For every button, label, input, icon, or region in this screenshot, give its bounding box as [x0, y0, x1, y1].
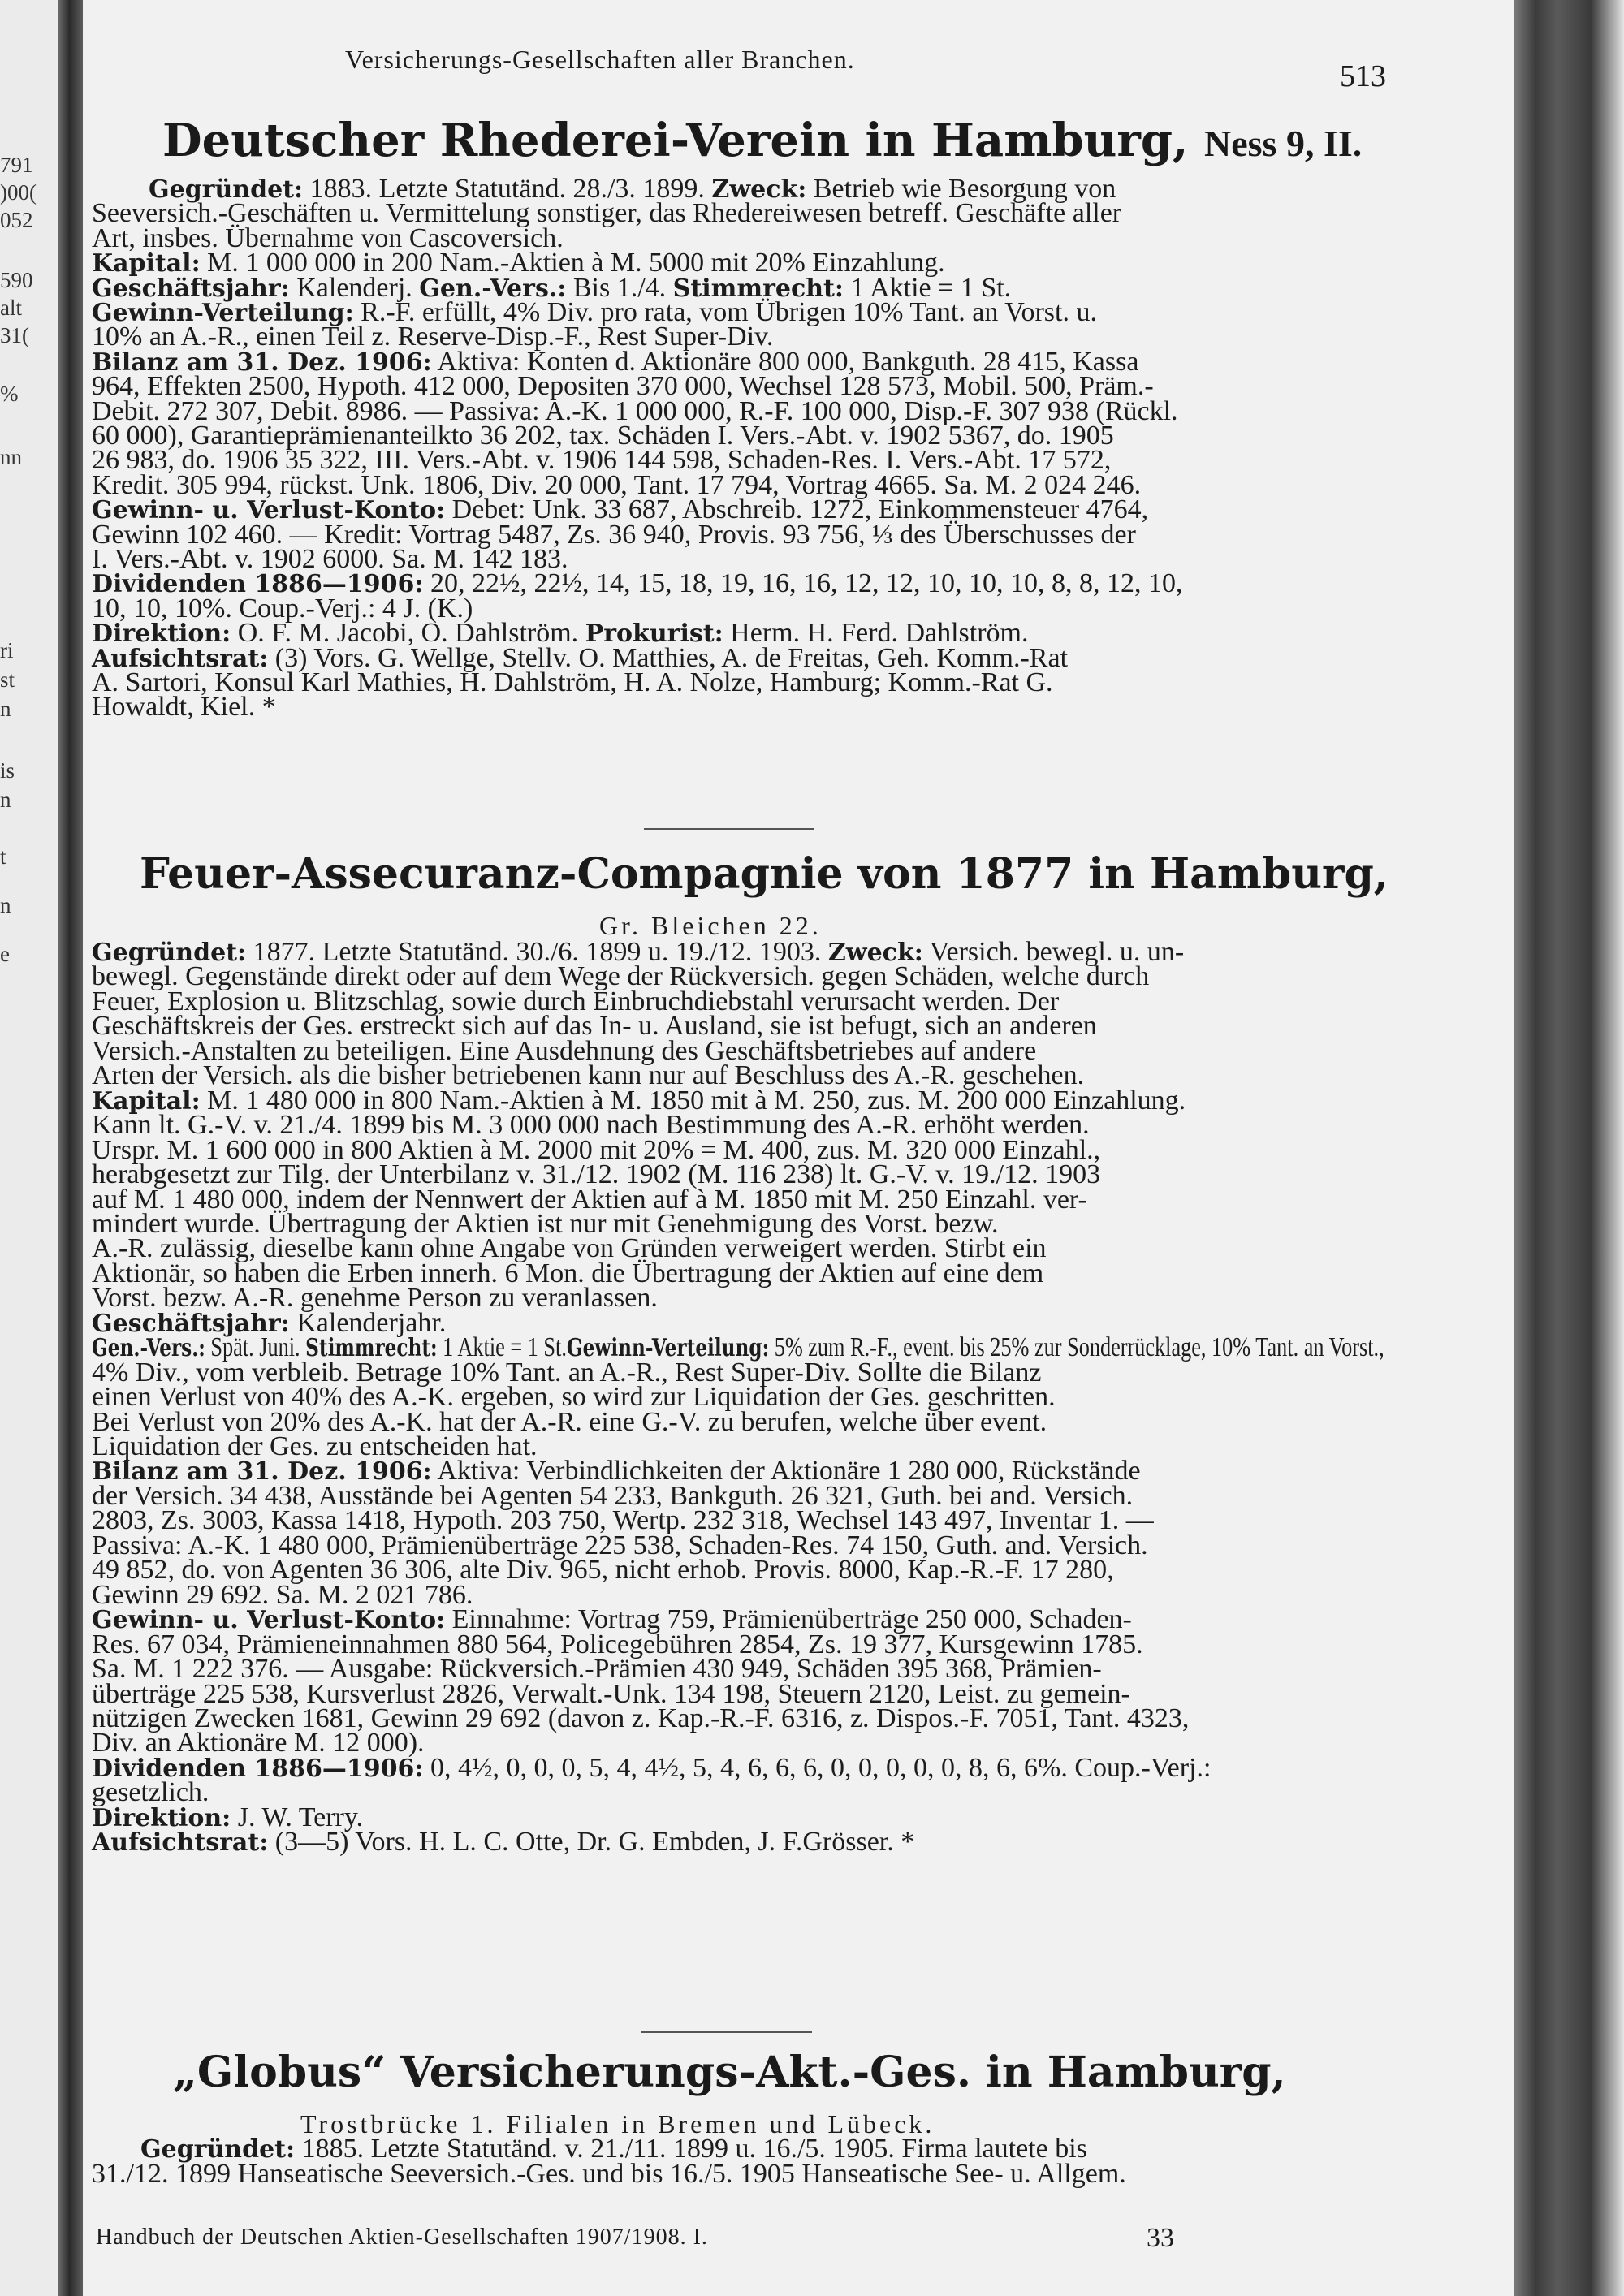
field-text: 31./12. 1899 Hanseatische Seeversich.-Ges. und bis 16./5. 1905 Hanseatische See- u. Allgem. — [92, 2158, 1126, 2189]
entry-line — [92, 1579, 473, 1610]
field-text: Debit. 272 307, Debit. 8986. — Passiva: A.-K. 1 000 000, R.-F. 100 000, Disp.-F. 307 938 (Rückl. — [92, 395, 1178, 426]
field-text: Grösser. * — [802, 1827, 915, 1858]
field-text: O. F. M. Jacobi, O. Dahlström. — [231, 618, 585, 649]
field-label: Gen.-Vers.: — [92, 1334, 205, 1363]
entry-title-main: Feuer-Assecuranz-Compagnie von 1877 in Hamburg, — [140, 849, 1389, 899]
field-label: Gewinn-Verteilung: — [92, 299, 354, 327]
field-label: Gewinn- u. Verlust-Konto: — [92, 496, 446, 525]
field-text: 60 000), Garantieprämienanteilkto 36 202, tax. Schäden I. Vers.-Abt. v. 1902 5367, do. 1905 — [92, 421, 1114, 451]
field-text: 1883. Letzte Statutänd. 28./3. 1899. — [303, 174, 712, 204]
field-text: 1877. Letzte Statutänd. 30./6. 1899 u. 19./12. 1903. — [246, 937, 828, 967]
field-label: Gewinn- u. Verlust-Konto: — [92, 1606, 446, 1635]
field-text: A. Sartori, Konsul Karl Mathies, H. Dahlström, H. A. Nolze, Hamburg; Komm.-Rat G. — [92, 667, 1053, 697]
field-text: Einnahme: Vortrag 759, Prämienüberträge 250 000, Schaden- — [445, 1604, 1132, 1635]
entry-address: Gr. Bleichen 22. — [599, 911, 822, 940]
field-text: 1 Aktie = 1 St. — [843, 272, 1012, 303]
section-divider — [641, 2031, 812, 2033]
entry-line — [92, 1754, 1211, 1783]
field-label: Zweck: — [711, 175, 807, 204]
field-text: nützigen Zwecken 1681, Gewinn 29 692 (davon z. Kap.-R.-F. 6316, z. Dispos.-F. 7051, Tant. 4323, — [92, 1703, 1190, 1733]
field-label: Gen.-Vers.: — [419, 274, 567, 303]
field-text: Bis 1./4. — [566, 272, 673, 303]
entry-address: Trostbrücke 1. Filialen in Bremen und Lübeck. — [300, 2109, 935, 2138]
entry-line — [92, 1729, 425, 1757]
margin-fragment: 052 — [0, 208, 33, 232]
field-text: Aktionär, so haben die Erben innerh. 6 Mon. die Übertragung der Aktien auf eine dem — [92, 1258, 1044, 1288]
field-text: Kann lt. G.-V. v. 21./4. 1899 bis M. 3 000 000 nach Bestimmung des A.-R. erhöht werden. — [92, 1110, 1090, 1141]
field-label: Direktion: — [92, 1803, 231, 1832]
field-text: gesetzlich. — [92, 1777, 209, 1808]
field-text: einen Verlust von 40% des A.-K. ergeben, so wird zur Liquidation der Ges. geschritten. — [92, 1382, 1056, 1413]
field-text: Res. 67 034, Prämieneinnahmen 880 564, Policegebühren 2854, Zs. 19 377, Kursgewinn 1785. — [92, 1629, 1143, 1659]
margin-fragment: nn — [0, 445, 22, 469]
field-text: Debet: Unk. 33 687, Abschreib. 1272, Einkommensteuer 4764, — [445, 494, 1149, 525]
field-text: mindert wurde. Übertragung der Aktien ist nur mit Genehmigung des Vorst. bezw. — [92, 1208, 999, 1239]
field-text: Art, insbes. Übernahme von Cascoversich. — [92, 222, 564, 253]
entry-title-address: Ness 9, II. — [1204, 123, 1363, 164]
field-text: J. W. Terry. — [231, 1802, 364, 1832]
margin-fragment: % — [0, 382, 19, 406]
field-label: Stimmrecht: — [305, 1334, 438, 1363]
margin-fragment: e — [0, 942, 10, 966]
field-text: 4% Div., vom verbleib. Betrage 10% Tant. an A.-R., Rest Super-Div. Sollte die Bilanz — [92, 1357, 1042, 1388]
margin-fragment: st — [0, 667, 15, 692]
field-label: Kapital: — [92, 1086, 201, 1116]
field-text: Betrieb wie Besorgung von — [806, 174, 1116, 204]
field-text: Aktiva: Verbindlichkeiten der Aktionäre 1 280 000, Rückstände — [431, 1456, 1141, 1487]
field-text: Kalenderj. — [289, 272, 420, 303]
entry-line — [92, 1779, 209, 1806]
running-head: Versicherungs-Gesellschaften aller Branchen. — [345, 45, 855, 74]
margin-fragment: alt — [0, 296, 22, 320]
field-text: Passiva: A.-K. 1 480 000, Prämienüberträge 225 538, Schaden-Res. 74 150, Guth. and. Versich. — [92, 1530, 1148, 1560]
field-label: Dividenden 1886—1906: — [92, 570, 424, 599]
field-label: Zweck: — [827, 939, 923, 967]
field-text: Spät. Juni. — [205, 1332, 306, 1363]
field-text: (3—5) Vors. H. L. C. Otte, Dr. G. Embden, J. F. — [268, 1827, 803, 1858]
field-text: Versich.-Anstalten zu beteiligen. Eine Ausdehnung des Geschäftsbetriebes auf andere — [92, 1035, 1037, 1066]
entry-line — [92, 1828, 914, 1857]
field-label: Gegründet: — [140, 2135, 296, 2164]
field-label: Gewinn-Verteilung: — [566, 1334, 770, 1363]
margin-fragment: 590 — [0, 268, 33, 292]
field-label: Direktion: — [92, 619, 231, 649]
field-text: Liquidation der Ges. zu entscheiden hat. — [92, 1431, 538, 1461]
entry-title-main: Deutscher Rhederei-Verein in Hamburg, — [162, 114, 1189, 167]
field-text: überträge 225 538, Kursverlust 2826, Verwalt.-Unk. 134 198, Steuern 2120, Leist. zu gemein- — [92, 1678, 1130, 1709]
field-label: Bilanz am 31. Dez. 1906: — [92, 1457, 432, 1487]
page-footer: Handbuch der Deutschen Aktien-Gesellschaften 1907/1908. I. — [96, 2225, 708, 2250]
field-label: Geschäftsjahr: — [92, 1309, 290, 1338]
margin-fragment: t — [0, 844, 6, 869]
field-text: 964, Effekten 2500, Hypoth. 412 000, Depositen 370 000, Wechsel 128 573, Mobil. 500, Präm.- — [92, 371, 1154, 402]
field-text: 2803, Zs. 3003, Kassa 1418, Hypoth. 203 750, Wertp. 232 318, Wechsel 143 497, Inventar 1. — — [92, 1505, 1154, 1536]
entry-title — [140, 849, 1389, 899]
field-text: Gewinn 29 692. Sa. M. 2 021 786. — [92, 1579, 473, 1610]
field-text: auf M. 1 480 000, indem der Nennwert der Aktien auf à M. 1850 mit M. 250 Einzahl. ver- — [92, 1184, 1087, 1215]
field-text: 1 Aktie = 1 St. — [437, 1332, 567, 1363]
margin-fragment: n — [0, 893, 11, 917]
field-text: R.-F. erfüllt, 4% Div. pro rata, vom Übrigen 10% Tant. an Vorst. u. — [353, 297, 1097, 327]
field-text: 10% an A.-R., einen Teil z. Reserve-Disp.-F., Rest Super-Div. — [92, 322, 774, 352]
field-text: Geschäftskreis der Ges. erstreckt sich auf das In- u. Ausland, sie ist befugt, sich an anderen — [92, 1011, 1097, 1042]
field-text: herabgesetzt zur Tilg. der Unterbilanz v. 31./12. 1902 (M. 116 238) lt. G.-V. v. 19./12. 1903 — [92, 1159, 1101, 1190]
field-label: Kapital: — [92, 249, 201, 278]
field-text: 0, 4½, 0, 0, 0, 5, 4, 4½, 5, 4, 6, 6, 6, 0, 0, 0, 0, 0, 8, 6, 6%. Coup.-Verj.: — [423, 1752, 1212, 1783]
entry-line — [92, 2160, 1126, 2188]
field-text: M. 1 000 000 in 200 Nam.-Aktien à M. 5000 mit 20% Einzahlung. — [200, 248, 945, 278]
book-gutter — [58, 0, 83, 2296]
field-label: Gegründet: — [149, 175, 304, 204]
field-text: 49 852, do. von Agenten 36 306, alte Div. 965, nicht erhob. Provis. 8000, Kap.-R.-F. 17 280, — [92, 1555, 1114, 1586]
field-text: Aktiva: Konten d. Aktionäre 800 000, Bankguth. 28 415, Kassa — [431, 346, 1139, 377]
margin-fragment: )00( — [0, 180, 37, 205]
field-text: Feuer, Explosion u. Blitzschlag, sowie durch Einbruchdiebstahl verursacht werden. Der — [92, 986, 1060, 1016]
field-text: bewegl. Gegenstände direkt oder auf dem Wege der Rückversich. gegen Schäden, welche durch — [92, 961, 1150, 992]
field-text: Howaldt, Kiel. * — [92, 692, 276, 723]
field-text: Versich. bewegl. u. un- — [922, 937, 1185, 967]
field-text: (3) Vors. G. Wellge, Stellv. O. Matthies, A. de Freitas, Geh. Komm.-Rat — [268, 642, 1069, 673]
field-label: Bilanz am 31. Dez. 1906: — [92, 347, 432, 377]
field-text: A.-R. zulässig, dieselbe kann ohne Angabe von Gründen verweigert werden. Stirbt ein — [92, 1233, 1047, 1264]
margin-fragment: ri — [0, 638, 14, 662]
entry-title — [173, 2048, 1286, 2097]
entry-title-main: „Globus“ Versicherungs-Akt.-Ges. in Hamburg, — [173, 2048, 1286, 2097]
field-text: M. 1 480 000 in 800 Nam.-Aktien à M. 1850 mit à M. 250, zus. M. 200 000 Einzahlung. — [200, 1085, 1186, 1116]
entry-title — [162, 114, 1362, 167]
field-text: Gewinn 102 460. — Kredit: Vortrag 5487, Zs. 36 940, Provis. 93 756, ⅓ des Überschusses der — [92, 519, 1136, 550]
field-label: Gegründet: — [92, 939, 247, 967]
margin-fragment: is — [0, 758, 15, 783]
field-text: 1885. Letzte Statutänd. v. 21./11. 1899 u. 16./5. 1905. Firma lautete bis — [295, 2134, 1087, 2164]
field-text: Seeversich.-Geschäften u. Vermittelung sonstiger, das Rhedereiwesen betreff. Geschäfte aller — [92, 198, 1122, 229]
section-divider — [644, 828, 814, 830]
margin-fragment: 31( — [0, 323, 29, 347]
field-text: der Versich. 34 438, Ausstände bei Agenten 54 233, Bankguth. 26 321, Guth. bei and. Versich. — [92, 1480, 1134, 1511]
margin-fragment: 791 — [0, 153, 33, 177]
field-label: Prokurist: — [585, 619, 723, 649]
field-label: Aufsichtsrat: — [92, 1828, 269, 1858]
field-text: Urspr. M. 1 600 000 in 800 Aktien à M. 2000 mit 20% = M. 400, zus. M. 320 000 Einzahl., — [92, 1134, 1101, 1165]
field-text: Herm. H. Ferd. Dahlström. — [723, 618, 1029, 649]
field-text: Vorst. bezw. A.-R. genehme Person zu veranlassen. — [92, 1283, 658, 1314]
field-text: Kredit. 305 994, rückst. Unk. 1806, Div. 20 000, Tant. 17 794, Vortrag 4665. Sa. M. 2 024 246. — [92, 469, 1142, 500]
field-text: 26 983, do. 1906 35 322, III. Vers.-Abt. v. 1906 144 598, Schaden-Res. I. Vers.-Abt. 17 572, — [92, 445, 1112, 476]
field-label: Aufsichtsrat: — [92, 644, 269, 673]
field-text: I. Vers.-Abt. v. 1902 6000. Sa. M. 142 183. — [92, 544, 568, 574]
margin-fragment: n — [0, 697, 11, 721]
field-text: Kalenderjahr. — [289, 1307, 447, 1338]
field-text: 10, 10, 10%. Coup.-Verj.: 4 J. (K.) — [92, 593, 473, 624]
previous-page-fragments — [0, 0, 58, 2296]
field-label: Dividenden 1886—1906: — [92, 1754, 424, 1783]
field-text: Arten der Versich. als die bisher betriebenen kann nur auf Beschluss des A.-R. geschehen. — [92, 1060, 1085, 1091]
page-number: 513 — [1340, 59, 1386, 93]
field-text: 20, 22½, 22½, 14, 15, 18, 19, 16, 16, 12, 12, 10, 10, 10, 8, 8, 12, 10, — [423, 568, 1183, 599]
field-text: Bei Verlust von 20% des A.-K. hat der A.-R. eine G.-V. zu berufen, welche über event. — [92, 1406, 1047, 1437]
signature-mark: 33 — [1147, 2223, 1174, 2253]
field-label: Stimmrecht: — [672, 274, 844, 303]
field-text: Div. an Aktionäre M. 12 000). — [92, 1728, 425, 1759]
entry-line — [92, 693, 276, 721]
field-label: Geschäftsjahr: — [92, 274, 290, 303]
field-text: 5% zum R.-F., event. bis 25% zur Sonderrücklage, 10% Tant. an Vorst., — [769, 1332, 1384, 1363]
book-edge — [1514, 0, 1624, 2296]
field-text: Sa. M. 1 222 376. — Ausgabe: Rückversich.-Prämien 430 949, Schäden 395 368, Prämien- — [92, 1654, 1102, 1685]
margin-fragment: n — [0, 788, 11, 812]
